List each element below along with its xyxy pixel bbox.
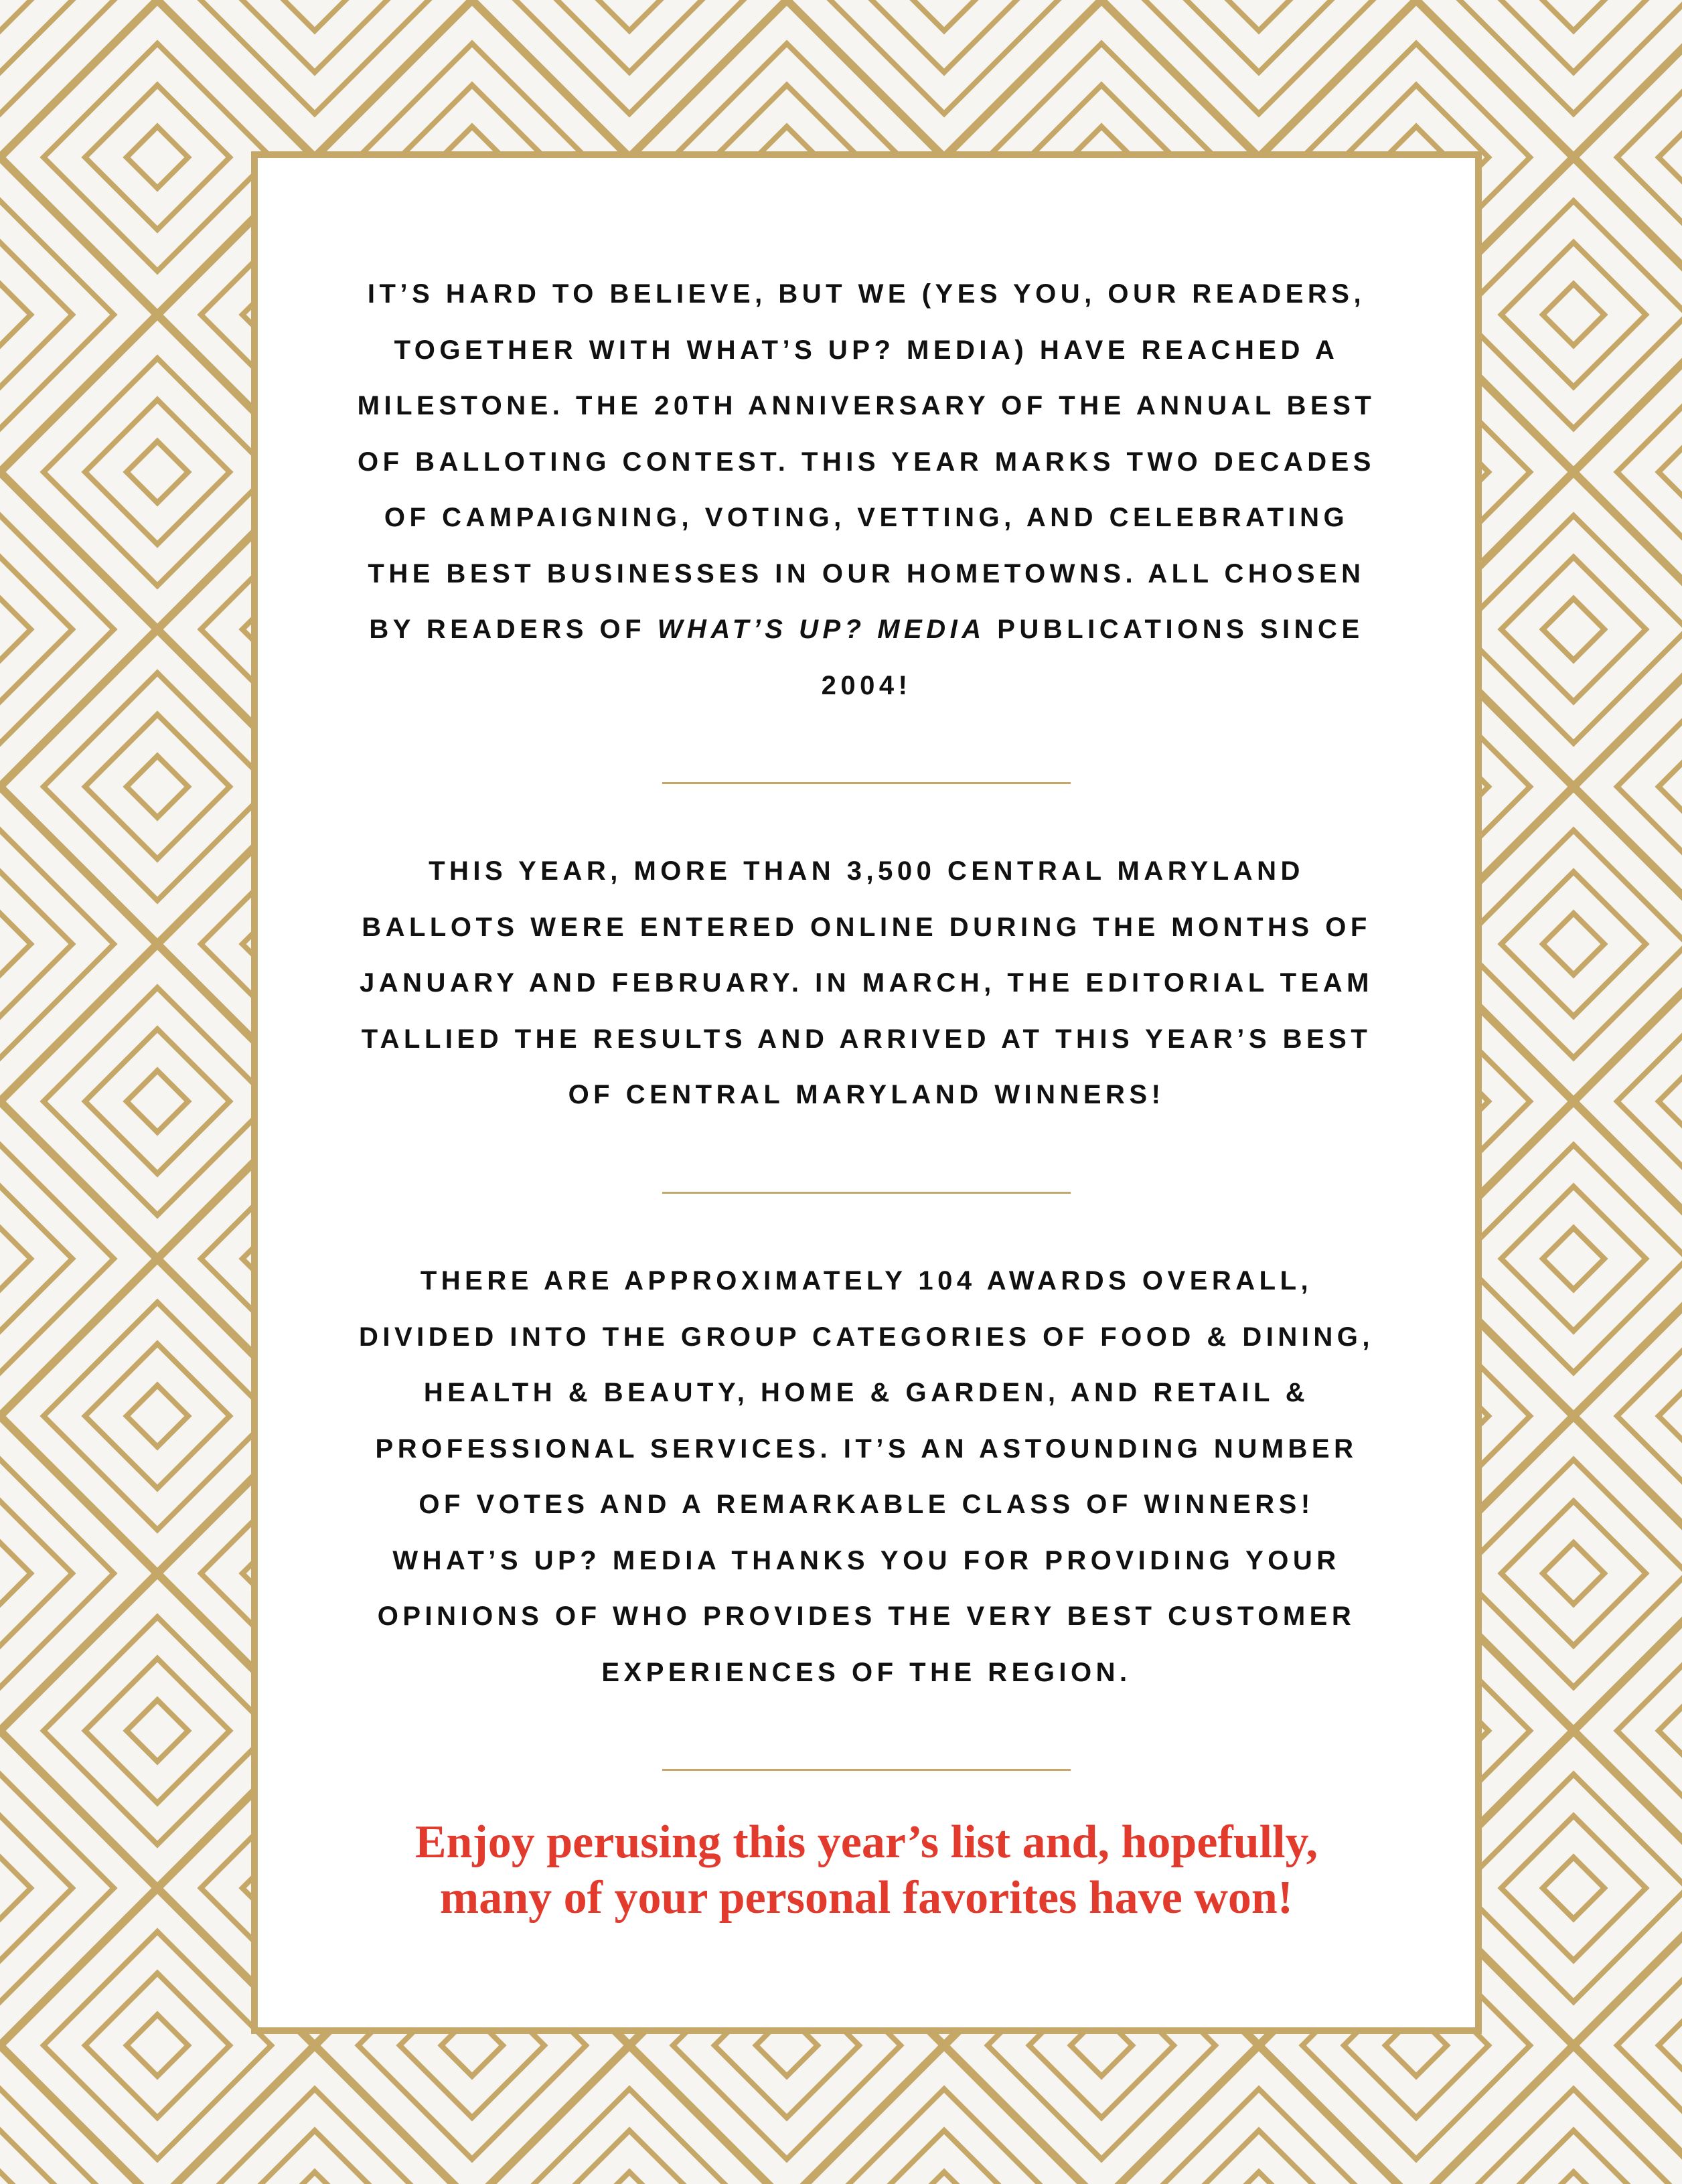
ballots-paragraph: THIS YEAR, MORE THAN 3,500 CENTRAL MARYLAND BALLOTS WERE ENTERED ONLINE DURING THE MONTHS OF JANUARY AND FEBRUARY. IN MARCH, THE EDITORIAL TEAM TALLIED THE RESULTS AND ARRIVED AT THIS YEAR’S BEST OF CENTRAL MARYLAND WINNERS! [360,856,1373,1109]
intro-text-end: PUBLICATIONS SINCE 2004! [821,615,1364,700]
closing-line-2: many of your personal favorites have won! [439,1872,1294,1924]
gold-divider [662,1192,1071,1194]
closing-note [352,1814,1381,1926]
gold-divider [662,782,1071,784]
closing-line-1: Enjoy perusing this year’s list and, hopefully, [414,1816,1318,1868]
content-panel [251,151,1482,2034]
awards-paragraph: THERE ARE APPROXIMATELY 104 AWARDS OVERALL, DIVIDED INTO THE GROUP CATEGORIES OF FOOD & DINING, HEALTH & BEAUTY, HOME & GARDEN, AND RETAIL & PROFESSIONAL SERVICES. IT’S AN ASTOUNDING NUMBER OF VOTES AND A REMARKABLE CLASS OF WINNERS! WHAT’S UP? MEDIA THANKS YOU FOR PROVIDING YOUR OPINIONS OF WHO PROVIDES THE VERY BEST CUSTOMER EXPERIENCES OF THE REGION. [358,1266,1375,1687]
intro-paragraph [352,266,1381,714]
gold-divider [662,1769,1071,1771]
intro-text: IT’S HARD TO BELIEVE, BUT WE (YES YOU, OUR READERS, TOGETHER WITH WHAT’S UP? MEDIA) HAVE REACHED A MILESTONE. THE 20TH ANNIVERSARY OF THE ANNUAL BEST OF BALLOTING CONTEST. THIS YEAR MARKS TWO DECADES OF CAMPAIGNING, VOTING, VETTING, AND CELEBRATING THE BEST BUSINESSES IN OUR HOMETOWNS. ALL CHOSEN BY READERS OF [357,279,1376,644]
publication-name: WHAT’S UP? MEDIA [657,615,986,644]
